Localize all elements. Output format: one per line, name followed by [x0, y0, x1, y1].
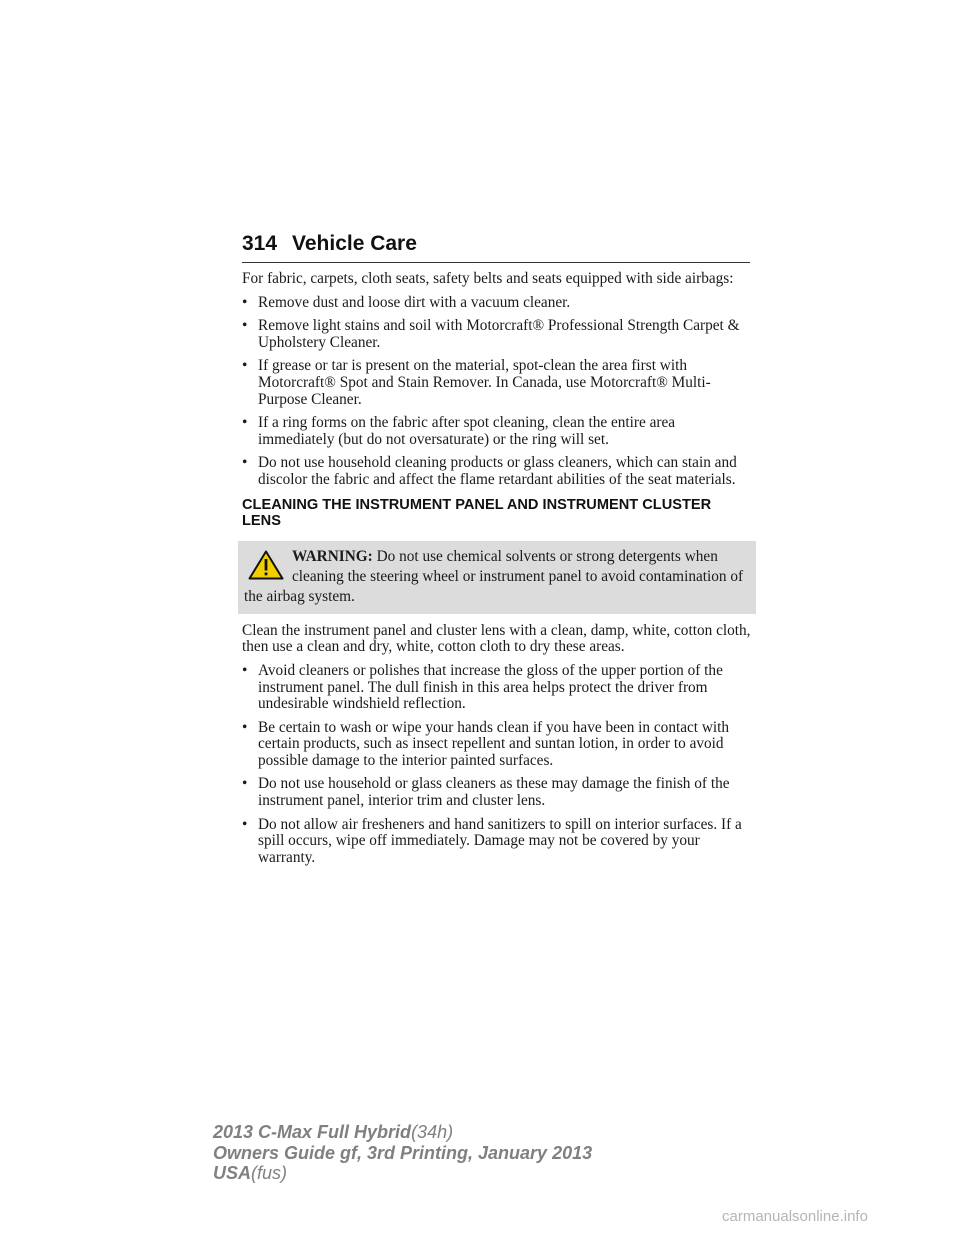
bullet-icon: • — [242, 815, 248, 833]
panel-cleaning-paragraph: Clean the instrument panel and cluster lens with a clean, damp, white, cotton cloth, then use a clean and dry, white, cotton cloth to dry these areas. — [242, 621, 751, 656]
footer-model-code: (34h) — [411, 1122, 454, 1142]
list-item-text: If a ring forms on the fabric after spot cleaning, clean the entire area immediately (but do not oversaturate) or the ring will set. — [258, 414, 676, 448]
fabric-cleaning-list — [242, 295, 752, 489]
list-item — [242, 415, 752, 448]
bullet-icon: • — [242, 357, 248, 375]
list-item-text: Be certain to wash or wipe your hands clean if you have been in contact with certain products, such as insect repellent and suntan lotion, in order to avoid possible damage to the interior painted surfaces. — [258, 718, 730, 769]
footer-printing: Owners Guide gf, 3rd Printing, January 2013 — [213, 1142, 593, 1163]
bullet-icon: • — [242, 775, 248, 793]
list-item — [242, 318, 752, 351]
bullet-icon: • — [242, 718, 248, 736]
list-item-text: Do not use household or glass cleaners as these may damage the finish of the instrument panel, interior trim and cluster lens. — [258, 775, 730, 810]
list-item — [242, 776, 752, 809]
section-title: Vehicle Care — [292, 232, 417, 255]
list-item-text: Do not use household cleaning products or glass cleaners, which can stain and discolor the fabric and affect the flame retardant abilities of the seat materials. — [258, 454, 737, 488]
page-header — [242, 228, 750, 263]
list-item-text: Do not allow air fresheners and hand sanitizers to spill on interior surfaces. If a spill occurs, wipe off immediately. Damage may not be covered by your warranty. — [258, 815, 742, 866]
footer-model: 2013 C-Max Full Hybrid — [213, 1122, 412, 1142]
footer-market: USA — [213, 1163, 252, 1183]
footer-line — [213, 1163, 713, 1184]
list-item — [242, 720, 752, 770]
list-item — [242, 455, 752, 488]
warning-box — [238, 541, 756, 614]
page-number: 314 — [242, 232, 278, 255]
list-item — [242, 295, 752, 312]
bullet-icon: • — [242, 661, 248, 679]
list-item — [242, 663, 752, 713]
page-content — [242, 271, 752, 873]
warning-triangle-icon — [248, 550, 284, 580]
list-item — [242, 358, 752, 408]
list-item-text: If grease or tar is present on the material, spot-clean the area first with Motorcraft® Spot and Stain Remover. In Canada, use Motorcraft® Multi-Purpose Cleaner. — [258, 357, 711, 408]
intro-paragraph: For fabric, carpets, cloth seats, safety belts and seats equipped with side airbags: — [242, 270, 734, 287]
panel-cleaning-list — [242, 663, 752, 867]
document-footer — [213, 1122, 713, 1184]
warning-label: WARNING: — [292, 547, 373, 565]
bullet-icon: • — [242, 414, 248, 432]
list-item-text: Remove dust and loose dirt with a vacuum cleaner. — [258, 293, 571, 311]
footer-market-code: (fus) — [251, 1163, 288, 1183]
list-item — [242, 817, 752, 867]
bullet-icon: • — [242, 317, 248, 335]
list-item-text: Avoid cleaners or polishes that increase the gloss of the upper portion of the instrument panel. The dull finish in this area helps protect the driver from undesirable windshield reflection. — [258, 661, 723, 713]
footer-line — [213, 1122, 713, 1143]
bullet-icon: • — [242, 293, 248, 311]
footer-line — [213, 1143, 713, 1164]
bullet-icon: • — [242, 454, 248, 472]
watermark: carmanualsonline.info — [722, 1208, 868, 1225]
section-heading: CLEANING THE INSTRUMENT PANEL AND INSTRUMENT CLUSTER LENS — [242, 496, 712, 530]
list-item-text: Remove light stains and soil with Motorcraft® Professional Strength Carpet & Upholstery Cleaner. — [258, 317, 740, 351]
warning-text: Do not use chemical solvents or strong detergents when cleaning the steering wheel or instrument panel to avoid contamination of the airbag system. — [244, 547, 744, 605]
